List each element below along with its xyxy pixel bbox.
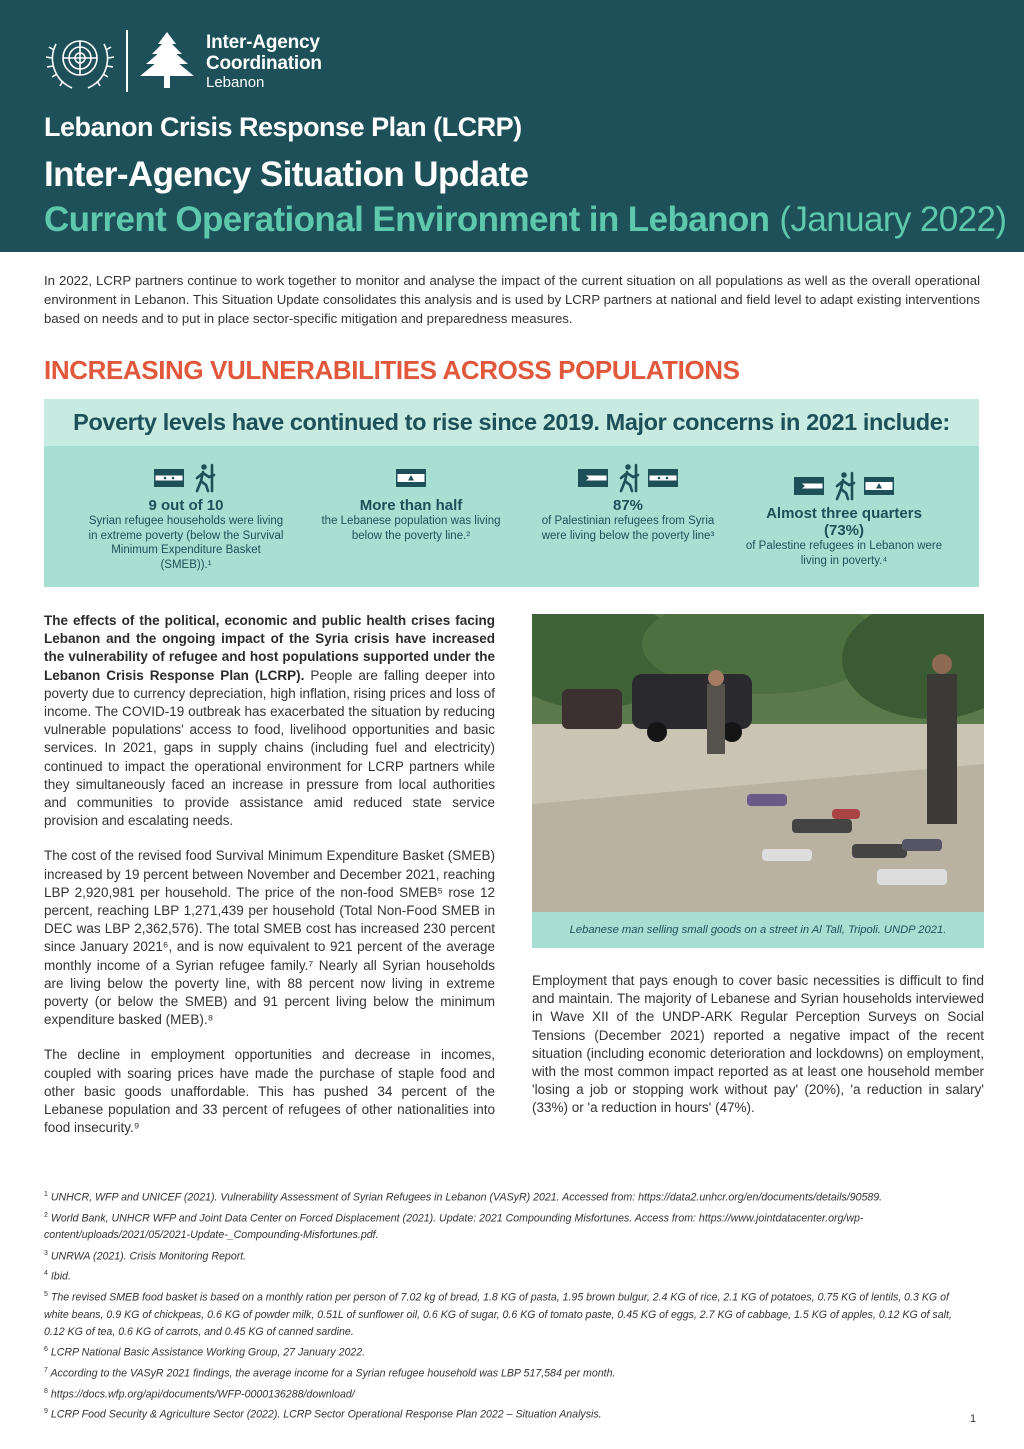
person-walking-icon xyxy=(190,463,218,493)
logo-divider xyxy=(126,30,128,92)
stat-syrian xyxy=(86,461,286,572)
palestine-flag-icon xyxy=(578,469,608,487)
footnote-number: 1 xyxy=(44,1191,48,1198)
footnote-number: 9 xyxy=(44,1408,48,1416)
stat-description: Syrian refugee households were living in extreme poverty (below the Survival Minimum Expenditure Basket (SMEB)).¹ xyxy=(88,515,284,571)
footnotes xyxy=(44,1186,977,1425)
syria-flag-icon xyxy=(648,469,678,487)
paragraph-crises-lead: The effects of the political, economic and public health crises facing Lebanon and the ongoing impact of the Syria crisis have increased the vulnerability of refugee and host populations supported under the Lebanon Crisis Response Plan (LCRP). xyxy=(44,613,495,683)
footnote-7 xyxy=(44,1362,974,1383)
stat-palestine-lebanon xyxy=(744,461,944,568)
un-emblem-icon xyxy=(42,28,118,94)
footnote-4 xyxy=(44,1265,974,1286)
footnote-5 xyxy=(44,1286,974,1341)
footnote-text: World Bank, UNHCR WFP and Joint Data Center on Forced Displacement (2021). Update: 2021 Compounding Misfortunes. Access from: https://www.jointdatacenter.org/wp-content/uploads/2021/05/2021-Update-_Compounding-Misfortunes.pdf. xyxy=(44,1212,864,1242)
footnote-text: UNRWA (2021). Crisis Monitoring Report. xyxy=(50,1250,247,1263)
footnote-9 xyxy=(44,1403,977,1425)
topic-title-text: Current Operational Environment in Lebanon xyxy=(44,200,770,239)
footnote-text: LCRP National Basic Assistance Working Group, 27 January 2022. xyxy=(50,1346,366,1359)
person-walking-icon xyxy=(614,463,642,493)
stat-lebanese xyxy=(316,461,506,543)
org-line-2: Coordination xyxy=(206,52,322,74)
org-name xyxy=(206,33,322,90)
topic-title-date: (January 2022) xyxy=(779,200,1007,239)
paragraph-employment-decline: The decline in employment opportunities and decrease in incomes, coupled with soaring prices have made the purchase of staple food and other basic goods unaffordable. This has pushed 34 percent of the Lebanese population and 33 percent of refugees of other nationalities into food insecurity.⁹ xyxy=(44,1047,495,1136)
footnote-3 xyxy=(44,1245,974,1266)
paragraph-crises-body: People are falling deeper into poverty due to currency depreciation, high inflation, rising prices and loss of income. The COVID-19 outbreak has exacerbated the situation by reducing vulnerable populations' access to food, livelihood opportunities and basic services. In 2021, gaps in supply chains (including fuel and electricity) continued to impact the operational environment for LCRP partners while they simultaneously faced an increase in pressure from local authorities and communities to provide assistance amid reduced state service provision and escalating needs. xyxy=(44,667,495,829)
plan-title: Lebanon Crisis Response Plan (LCRP) xyxy=(44,112,522,142)
left-column xyxy=(44,612,495,1154)
header-band xyxy=(0,0,1024,252)
footnote-8 xyxy=(44,1383,974,1404)
org-line-3: Lebanon xyxy=(206,73,265,91)
stat-description: the Lebanese population was living below the poverty line.² xyxy=(321,515,501,542)
logo-group xyxy=(42,28,322,94)
footnote-text: https://docs.wfp.org/api/documents/WFP-0000136288/download/ xyxy=(50,1388,355,1401)
paragraph-employment-impact: Employment that pays enough to cover basic necessities is difficult to find and maintain. The majority of Lebanese and Syrian households interviewed in Wave XII of the UNDP-ARK Regular Perception Surveys on Social Tensions (December 2021) reported a negative impact of the recent situation (including economic deterioration and lockdowns) on employment, with the most common impact reported as at least one household member 'losing a job or stopping work without pay' (20%), 'a reduction in salary' (33%) or 'a reduction in hours' (47%). xyxy=(532,973,984,1116)
stat-description: of Palestine refugees in Lebanon were living in poverty.⁴ xyxy=(745,540,943,567)
stat-value: Almost three quarters (73%) xyxy=(766,505,922,539)
photo-illustration xyxy=(532,614,984,912)
paragraph-crises xyxy=(44,612,495,830)
footnote-1 xyxy=(44,1186,974,1207)
stat-palestinian-syria xyxy=(536,461,720,543)
stat-value: 87% xyxy=(612,497,644,514)
lebanon-flag-icon xyxy=(396,469,426,487)
cedar-tree-icon xyxy=(138,30,196,92)
footnote-text: UNHCR, WFP and UNICEF (2021). Vulnerability Assessment of Syrian Refugees in Lebanon (VASyR) 2021. Accessed from: https://data2.unhcr.org/en/documents/details/90589. xyxy=(50,1191,883,1204)
stat-value: 9 out of 10 xyxy=(148,497,224,514)
street-vendor-photo xyxy=(532,614,984,912)
footnote-number: 8 xyxy=(44,1387,48,1395)
footnote-number: 7 xyxy=(44,1367,48,1375)
footnote-number: 2 xyxy=(44,1211,48,1219)
page-number: 1 xyxy=(970,1413,977,1425)
paragraph-smeb: The cost of the revised food Survival Minimum Expenditure Basket (SMEB) increased by 19 percent between November and December 2021, reaching LBP 2,920,981 per household. The price of the non-food SMEB⁵ rose 12 percent, reaching LBP 1,271,439 per household (Total Non-Food SMEB in DEC was LBP 2,362,576). The total SMEB cost has increased 230 percent since January 2021⁶, and is now equivalent to 921 percent of the average monthly income of a Syrian refugee family.⁷ Nearly all Syrian households are living below the poverty line, with 88 percent now living in extreme poverty (or below the SMEB) and 91 percent living below the minimum expenditure basked (MEB).⁸ xyxy=(44,848,495,1028)
stat-description: of Palestinian refugees from Syria were living below the poverty line³ xyxy=(541,515,715,542)
footnote-6 xyxy=(44,1341,974,1362)
palestine-flag-icon xyxy=(794,477,824,495)
syria-flag-icon xyxy=(154,469,184,487)
intro-paragraph: In 2022, LCRP partners continue to work together to monitor and analyse the impact of the current situation on all populations as well as the overall operational environment in Lebanon. This Situation Update consolidates this analysis and is used by LCRP partners at national and field level to adapt existing interventions based on needs and to put in place sector-specific mitigation and preparedness measures. xyxy=(44,273,980,326)
footnote-text: According to the VASyR 2021 findings, the average income for a Syrian refugee household was LBP 517,584 per month. xyxy=(50,1367,616,1380)
update-title: Inter-Agency Situation Update xyxy=(44,155,529,194)
footnote-text: LCRP Food Security & Agriculture Sector (2022). LCRP Sector Operational Response Plan 2022 – Situation Analysis. xyxy=(50,1409,602,1422)
poverty-heading: Poverty levels have continued to rise since 2019. Major concerns in 2021 include: xyxy=(44,399,979,446)
footnote-2 xyxy=(44,1207,974,1245)
photo-caption: Lebanese man selling small goods on a street in Al Tall, Tripoli. UNDP 2021. xyxy=(532,912,984,948)
footnote-number: 3 xyxy=(44,1249,48,1257)
footnote-text: Ibid. xyxy=(50,1270,71,1283)
topic-title xyxy=(44,200,1006,240)
footnote-number: 4 xyxy=(44,1270,48,1278)
footnote-text: The revised SMEB food basket is based on a monthly ration per person of 7.02 kg of bread, 1.8 KG of pasta, 1.95 brown bulgur, 2.4 KG of rice, 2.1 KG of potatoes, 0.75 KG of lentils, 0.3 KG of white beans, 0.9 KG of chickpeas, 0.6 KG of powder milk, 0.51L of sunflower oil, 0.6 KG of sugar, 0.6 KG of tomato paste, 0.45 KG of eggs, 2.7 KG of cabbage, 1.5 KG of apples, 0.12 KG of salt, 0.12 KG of tea, 0.6 KG of carrots, and 0.45 KG of canned sardine. xyxy=(44,1291,952,1339)
person-walking-icon xyxy=(830,471,858,501)
footnote-number: 6 xyxy=(44,1346,48,1354)
poverty-box xyxy=(44,399,979,587)
footnote-number: 5 xyxy=(44,1291,48,1299)
org-line-1: Inter-Agency xyxy=(206,31,320,53)
section-title: INCREASING VULNERABILITIES ACROSS POPULATIONS xyxy=(44,355,740,385)
stat-value: More than half xyxy=(359,497,463,514)
lebanon-flag-icon xyxy=(864,477,894,495)
